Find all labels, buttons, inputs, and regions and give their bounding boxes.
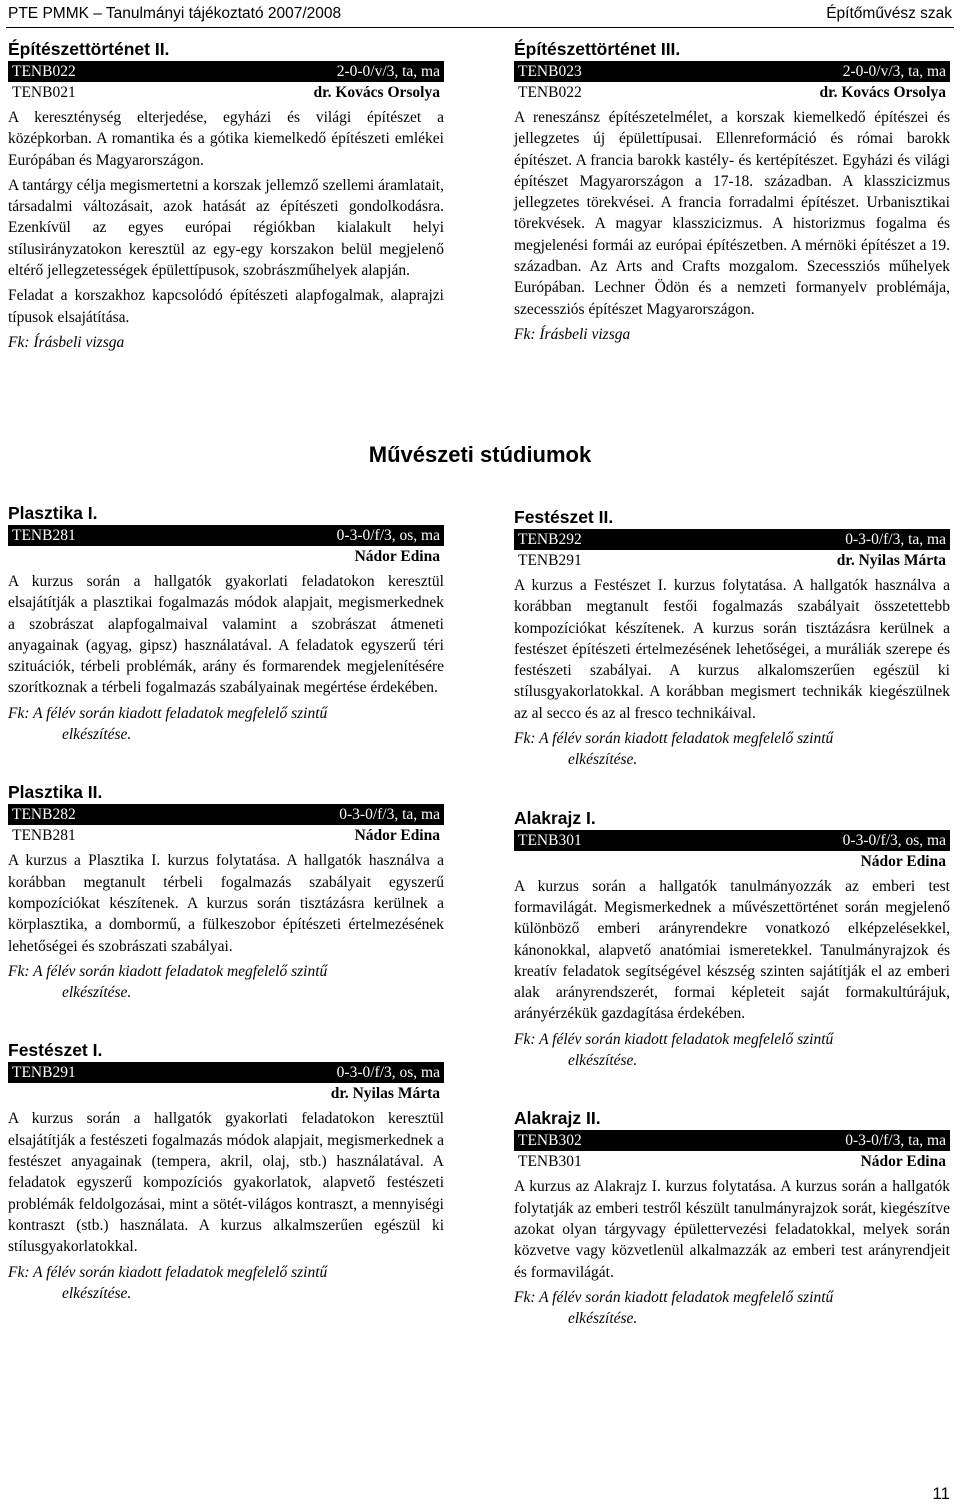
course-description: A kurzus során a hallgatók tanulmányozzák az emberi test formavilágát. Megismerkednek a művészettörténet során megjelenő különböző emberi arányrendekre vonatkozó elképzelésekkel, kánonokkal, alapvető anatómiai ismeretekkel. Tanulmányrajzok és kreatív feladatok segítségével készség szinten sajátítják el az emberi alak arányrendszerét, formai képleteit saját formakultúrájuk, arányérzékük gazdagítása érdekében. xyxy=(514,877,950,1023)
course-credits: 0-3-0/f/3, ta, ma xyxy=(845,531,946,548)
course-code: TENB302 xyxy=(518,1132,582,1150)
course-meta xyxy=(8,546,444,568)
course-prereq: TENB021 xyxy=(12,84,76,101)
course-teacher: dr. Nyilas Márta xyxy=(836,552,946,569)
course-meta xyxy=(514,82,950,104)
right-column xyxy=(514,506,950,1365)
course-exam xyxy=(8,1262,444,1305)
page-number: 11 xyxy=(932,1484,950,1503)
course-meta xyxy=(8,82,444,104)
course-code: TENB281 xyxy=(12,527,76,544)
exam-label: Fk: A félév során kiadott feladatok megfelelő szintű xyxy=(514,1288,834,1306)
course-meta xyxy=(8,825,444,847)
course-code-bar xyxy=(8,61,444,82)
exam-label: Fk: A félév során kiadott feladatok megfelelő szintű xyxy=(8,1263,328,1281)
exam-cont: elkészítése. xyxy=(568,1310,638,1328)
course-alak2 xyxy=(514,1107,950,1329)
course-fest2 xyxy=(514,506,950,771)
course-exam: Fk: Írásbeli vizsga xyxy=(514,325,631,343)
exam-label: Fk: A félév során kiadott feladatok megfelelő szintű xyxy=(514,1030,834,1048)
course-teacher: Nádor Edina xyxy=(860,852,946,870)
exam-cont: elkészítése. xyxy=(568,1052,638,1070)
course-exam xyxy=(8,703,444,746)
course-credits: 2-0-0/v/3, ta, ma xyxy=(842,63,946,80)
course-credits: 2-0-0/v/3, ta, ma xyxy=(336,63,440,80)
exam-label: Fk: A félév során kiadott feladatok megfelelő szintű xyxy=(514,730,834,748)
course-prereq: TENB281 xyxy=(12,827,76,845)
course-teacher: dr. Kovács Orsolya xyxy=(819,84,946,101)
course-credits: 0-3-0/f/3, os, ma xyxy=(842,831,946,849)
course-fest1 xyxy=(8,1039,444,1304)
course-teacher: dr. Kovács Orsolya xyxy=(313,84,440,101)
course-meta xyxy=(514,550,950,572)
course-credits: 0-3-0/f/3, os, ma xyxy=(336,1064,440,1082)
course-code: TENB023 xyxy=(518,63,582,80)
course-prereq: TENB291 xyxy=(518,552,582,569)
course-credits: 0-3-0/f/3, ta, ma xyxy=(845,1132,946,1150)
course-code: TENB022 xyxy=(12,63,76,80)
course-code-bar xyxy=(8,525,444,546)
course-plasz1 xyxy=(8,502,444,745)
course-plasz2 xyxy=(8,781,444,1003)
exam-cont: elkészítése. xyxy=(62,984,132,1002)
course-meta xyxy=(514,1151,950,1173)
course-epit2 xyxy=(8,38,444,353)
course-description: A kurzus a Plasztika I. kurzus folytatása. A hallgatók használva a korábban megtanult térbeli fogalmazás szabályait egyszerű kompozíciókat készítenek. A kurzus során tisztázásra kerülnek a körplasztika, a dombormű, a fülkeszobor építészeti értelmezésének lehetőségei és szobrászati szabályai. xyxy=(8,852,444,955)
course-description: A kurzus az Alakrajz I. kurzus folytatása. A kurzus során a hallgatók folytatják az emberi testről készült tanulmányrajzok sorát, kiegészítve azokat olyan tárgyvagy épülettervezési feladatokkal, melyek során közvetve vagy közvetlenül alkalmazzák az emberi test arányrendjeit és formavilágát. xyxy=(514,1178,950,1281)
course-teacher: Nádor Edina xyxy=(860,1153,946,1171)
course-teacher: dr. Nyilas Márta xyxy=(330,1085,440,1103)
header-right: Építőművész szak xyxy=(826,5,952,22)
course-title: Festészet I. xyxy=(8,1040,103,1061)
exam-label: Fk: A félév során kiadott feladatok megfelelő szintű xyxy=(8,704,328,722)
course-description: Feladat a korszakhoz kapcsolódó építészeti alapfogalmak, alaprajzi típusok elsajátítása. xyxy=(8,287,444,326)
course-meta xyxy=(8,1083,444,1105)
course-exam: Fk: Írásbeli vizsga xyxy=(8,333,125,351)
exam-cont: elkészítése. xyxy=(62,726,132,744)
course-title: Festészet II. xyxy=(514,507,614,527)
course-title: Alakrajz I. xyxy=(514,807,596,828)
course-code: TENB292 xyxy=(518,531,582,548)
course-exam xyxy=(8,961,444,1004)
section-title: Művészeti stúdiumok xyxy=(368,442,592,467)
left-column xyxy=(8,502,444,1340)
course-prereq: TENB301 xyxy=(518,1153,582,1171)
course-title: Plasztika I. xyxy=(8,503,98,523)
course-code: TENB301 xyxy=(518,831,582,849)
exam-label: Fk: A félév során kiadott feladatok megfelelő szintű xyxy=(8,962,328,980)
course-teacher: Nádor Edina xyxy=(354,827,440,845)
course-exam xyxy=(514,1029,950,1072)
course-title: Plasztika II. xyxy=(8,782,103,803)
course-description: A kurzus során a hallgatók gyakorlati feladatokon keresztül elsajátítják a plasztikai fogalmazás módok alapjait, megismerkednek a szobrászat alapfogalmaival valamint a szobrászat átmeneti anyagainak (agyag, gipsz) használatával. A feladatok egyszerű téri szituációk, térbeli problémák, arány és formarendek megjelenítésére szorítkoznak a térbeli fogalmazás szabályainak megértése érdekében. xyxy=(8,573,444,697)
course-code-bar xyxy=(8,1062,444,1083)
course-credits: 0-3-0/f/3, ta, ma xyxy=(339,806,440,824)
header-left: PTE PMMK – Tanulmányi tájékoztató 2007/2008 xyxy=(8,5,342,22)
course-credits: 0-3-0/f/3, os, ma xyxy=(336,527,440,544)
course-title: Építészettörténet III. xyxy=(514,39,681,59)
course-teacher: Nádor Edina xyxy=(354,548,440,565)
course-description: A reneszánsz építészetelmélet, a korszak kiemelkedő építészei és jellegzetes új épülettípusai. Ellenreformáció és római barokk építészet. A francia barokk kastély- és kertépítészet. Egyházi és világi építészet Magyarországon a 17-18. században. A klasszicizmus jellegzetes törekvései. A francia forradalmi építészet. Urbanisztikai törekvések. A magyar klasszicizmus. A historizmus fogalma és megjelenési formái az európai építészetben. A mérnöki építészet a 19. században. Az Arts and Crafts mozgalom. Szecessziós műhelyek Európában. Lechner Ödön és a nemzeti formanyelv problémája, szecessziós építészet Magyarországon. xyxy=(514,109,950,318)
course-exam xyxy=(514,728,950,771)
course-code: TENB282 xyxy=(12,806,76,824)
course-alak1 xyxy=(514,807,950,1072)
course-title: Építészettörténet II. xyxy=(8,39,170,59)
exam-cont: elkészítése. xyxy=(568,751,638,769)
course-description: A tantárgy célja megismertetni a korszak jellemző szellemi áramlatait, társadalmi változásait, azok hatását az építészeti gondolkodásra. Ezenkívül az egyes európai régiókban kialakult helyi stílusirányzatokon keresztül az egy-egy korszakon belül megjelenő eltérő jellegzetességek épülettípusok, szobrászműhelyek alapján. xyxy=(8,176,444,280)
course-code-bar xyxy=(514,61,950,82)
course-epit3 xyxy=(514,38,950,345)
course-exam xyxy=(514,1287,950,1330)
course-description: A kurzus során a hallgatók gyakorlati feladatokon keresztül elsajátítják a festészeti fogalmazás módok alapjait, megismerkednek a festészet anyagainak (tempera, akril, olaj, stb.) használatával. A feladatok egyszerű kompozíciós gyakorlatok, alapvető festészeti problémák feldolgozásai, mint a sötét-világos kontraszt, a mennyiségi kontraszt (stb.) használata. A kurzus alkalmszerűen egészül ki stílusgyakorlatokkal. xyxy=(8,1110,444,1256)
course-code-bar xyxy=(514,529,950,550)
course-description: A kereszténység elterjedése, egyházi és világi építészet a középkorban. A romantika és a gótika kiemelkedő építészeti emlékei Európában és Magyarországon. xyxy=(8,109,444,169)
course-code-bar xyxy=(514,1130,950,1151)
course-description: A kurzus a Festészet I. kurzus folytatása. A hallgatók használva a korábban megtanult festői fogalmazás szabályait összetettebb kompozíciókat készítenek. A kurzus során tisztázásra kerülnek a festészet építészeti értelmezésének lehetőségei, a muráliák szerepe és festészeti szabályai. A kurzus alkalomszerűen egészül ki stílusgyakorlatokkal. A korábban megismert technikák kiegészülnek az al secco és az al fresco technikáival. xyxy=(514,577,950,722)
course-title: Alakrajz II. xyxy=(514,1108,601,1129)
course-meta xyxy=(514,851,950,873)
exam-cont: elkészítése. xyxy=(62,1284,132,1302)
course-code-bar xyxy=(514,830,950,851)
course-code-bar xyxy=(8,804,444,825)
page-header xyxy=(6,3,954,28)
course-code: TENB291 xyxy=(12,1064,76,1082)
course-prereq: TENB022 xyxy=(518,84,582,101)
